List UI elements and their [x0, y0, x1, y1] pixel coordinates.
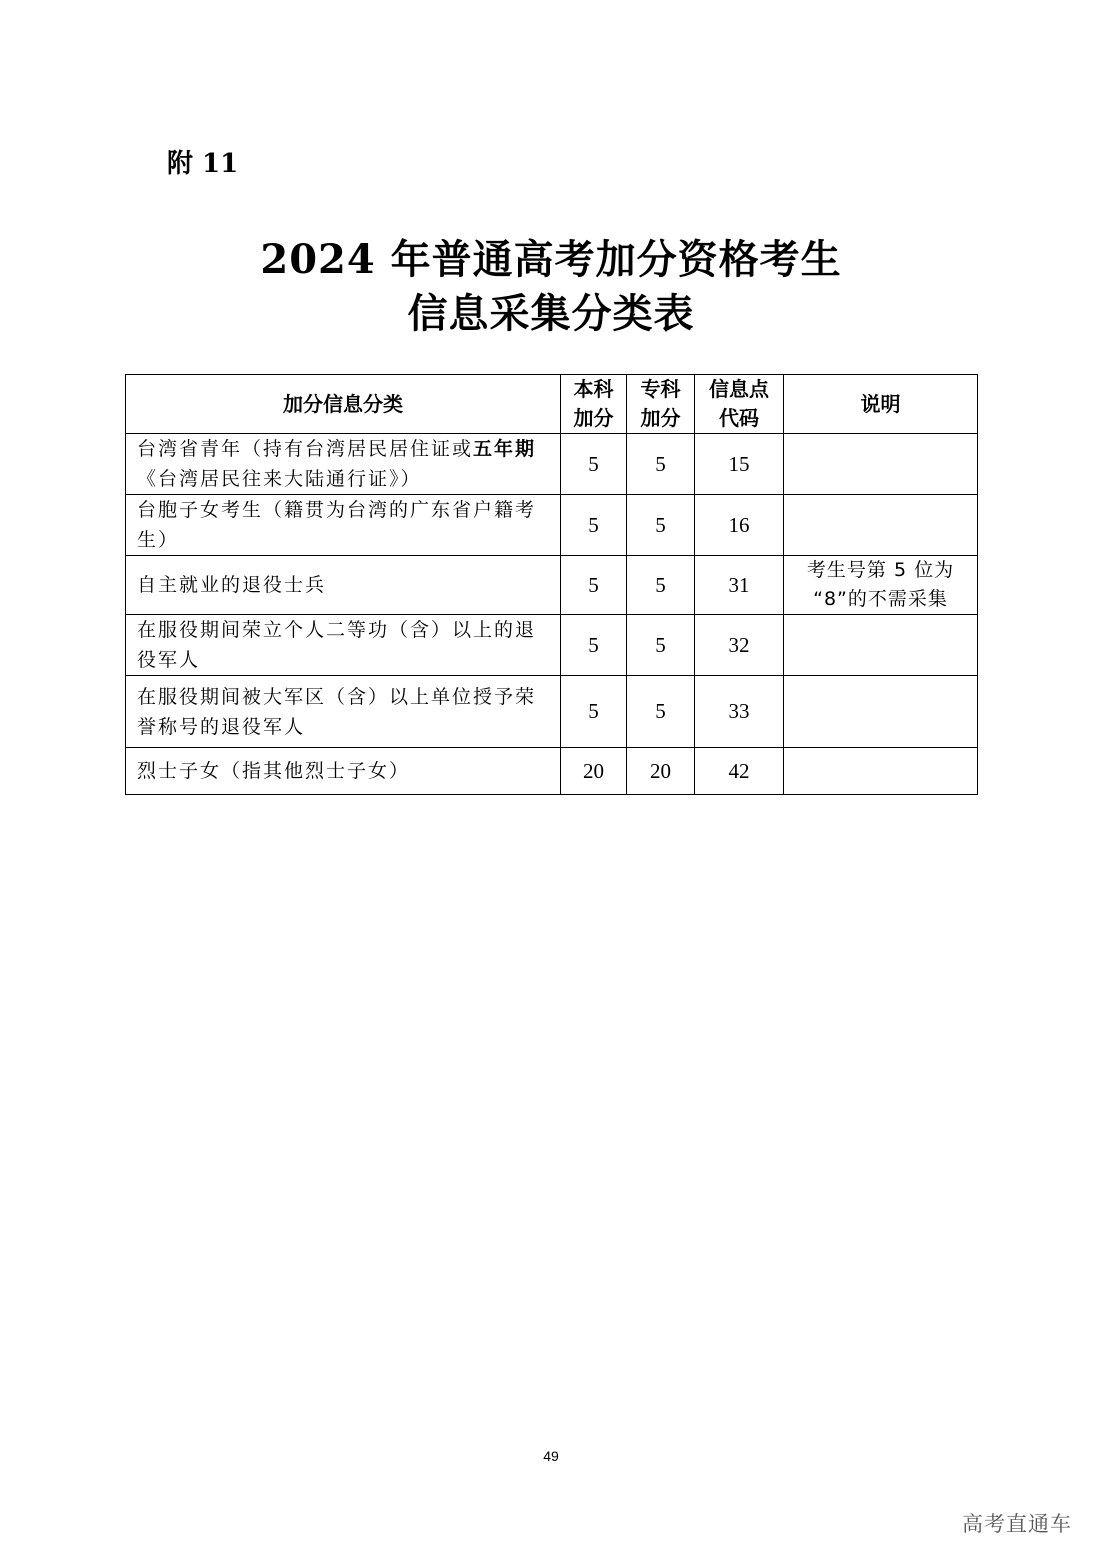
row-undergrad: 5	[561, 434, 627, 495]
row-junior: 5	[627, 434, 695, 495]
row-note	[784, 495, 978, 556]
row-note: 考生号第 5 位为 “8”的不需采集	[784, 556, 978, 615]
table-row	[126, 748, 978, 795]
row-junior: 5	[627, 676, 695, 748]
table-row	[126, 676, 978, 748]
row-undergrad: 5	[561, 615, 627, 676]
row-note	[784, 434, 978, 495]
row-undergrad: 5	[561, 676, 627, 748]
row-code: 42	[695, 748, 784, 795]
row-undergrad: 5	[561, 495, 627, 556]
row-code: 32	[695, 615, 784, 676]
attachment-label: 附 11	[167, 149, 239, 179]
table-row	[126, 556, 978, 615]
row-code: 16	[695, 495, 784, 556]
row-category: 烈士子女（指其他烈士子女）	[126, 748, 561, 795]
row-note	[784, 615, 978, 676]
header-note: 说明	[784, 375, 978, 434]
row-junior: 20	[627, 748, 695, 795]
row-category: 自主就业的退役士兵	[126, 556, 561, 615]
watermark: 高考直通车	[962, 1512, 1072, 1536]
table-row	[126, 495, 978, 556]
row-junior: 5	[627, 615, 695, 676]
row-category: 在服役期间荣立个人二等功（含）以上的退 役军人	[126, 615, 561, 676]
header-undergrad: 本科 加分	[561, 375, 627, 434]
header-category: 加分信息分类	[126, 375, 561, 434]
row-note	[784, 748, 978, 795]
row-category: 在服役期间被大军区（含）以上单位授予荣 誉称号的退役军人	[126, 676, 561, 748]
row-code: 15	[695, 434, 784, 495]
row-note	[784, 676, 978, 748]
row-category: 台湾省青年（持有台湾居民居住证或五年期 《台湾居民往来大陆通行证》）	[126, 434, 561, 495]
header-code: 信息点 代码	[695, 375, 784, 434]
row-code: 33	[695, 676, 784, 748]
page-number: 49	[543, 1448, 559, 1464]
row-junior: 5	[627, 556, 695, 615]
table-row	[126, 615, 978, 676]
page-title-line2: 信息采集分类表	[407, 290, 695, 337]
header-junior: 专科 加分	[627, 375, 695, 434]
table-header-row	[126, 375, 978, 434]
row-undergrad: 20	[561, 748, 627, 795]
row-code: 31	[695, 556, 784, 615]
bonus-info-table	[125, 374, 978, 795]
table-row	[126, 434, 978, 495]
row-category: 台胞子女考生（籍贯为台湾的广东省户籍考 生）	[126, 495, 561, 556]
row-junior: 5	[627, 495, 695, 556]
page-title-line1: 2024 年普通高考加分资格考生	[260, 236, 842, 283]
row-undergrad: 5	[561, 556, 627, 615]
